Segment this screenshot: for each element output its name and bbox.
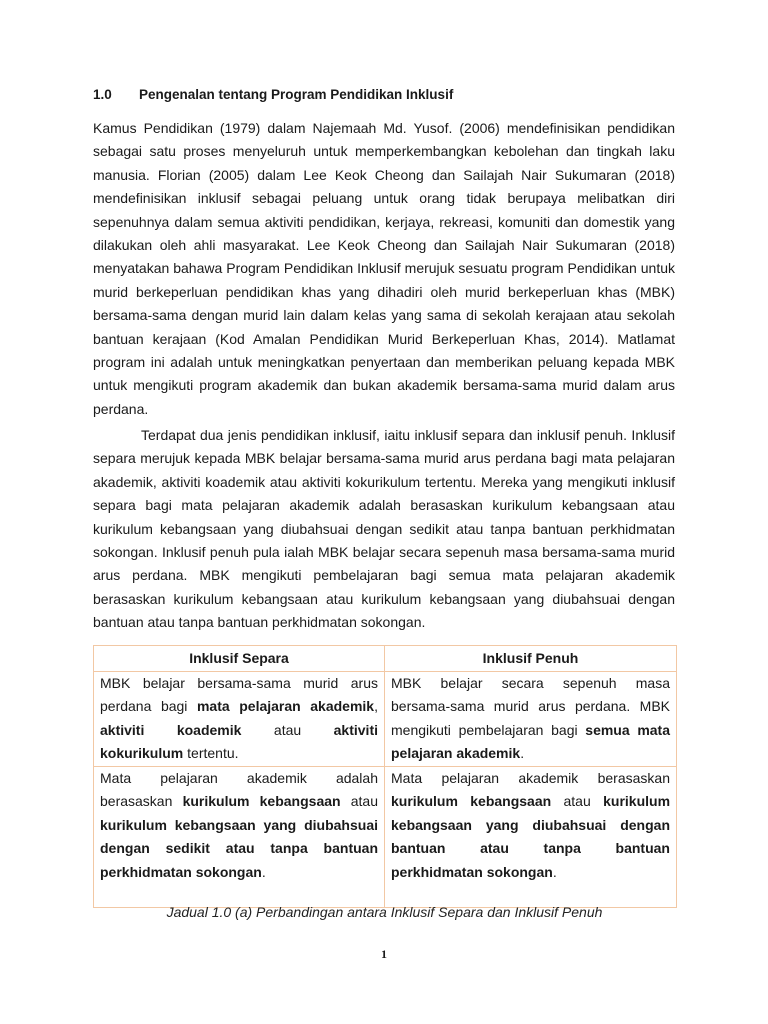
table-row bbox=[94, 672, 677, 767]
cell-separa-curriculum: Mata pelajaran akademik adalah berasaskan kurikulum kebangsaan atau kurikulum kebangsaan yang diubahsuai dengan sedikit atau tanpa bantuan perkhidmatan sokongan. bbox=[94, 767, 385, 908]
section-number: 1.0 bbox=[93, 87, 112, 102]
page-number: 1 bbox=[381, 947, 387, 961]
section-heading bbox=[93, 86, 693, 104]
paragraph-definition: Kamus Pendidikan (1979) dalam Najemaah Md. Yusof. (2006) mendefinisikan pendidikan sebagai satu proses menyeluruh untuk memperkembangkan kebolehan dan tingkah laku manusia. Florian (2005) dalam Lee Keok Cheong dan Sailajah Nair Sukumaran (2018) mendefinisikan inklusif sebagai peluang untuk orang tidak berupaya melibatkan diri sepenuhnya dalam semua aktiviti pendidikan, kerjaya, rekreasi, komuniti dan domestik yang dilakukan oleh ahli masyarakat. Lee Keok Cheong dan Sailajah Nair Sukumaran (2018) menyatakan bahawa Program Pendidikan Inklusif merujuk sesuatu program Pendidikan untuk murid berkeperluan pendidikan khas yang dihadiri oleh murid berkeperluan khas (MBK) bersama-sama dengan murid lain dalam kelas yang sama di sekolah kerajaan atau sekolah bantuan kerajaan (Kod Amalan Pendidikan Murid Berkeperluan Khas, 2014). Matlamat program ini adalah untuk meningkatkan penyertaan dan memberikan peluang kepada MBK untuk mengikuti program akademik dan bukan akademik bersama-sama murid dalam arus perdana. bbox=[93, 120, 675, 417]
cell-penuh-curriculum: Mata pelajaran akademik berasaskan kurikulum kebangsaan atau kurikulum kebangsaan yang diubahsuai dengan bantuan atau tanpa bantuan perkhidmatan sokongan. bbox=[385, 767, 677, 908]
comparison-table bbox=[93, 645, 677, 908]
cell-penuh-participation: MBK belajar secara sepenuh masa bersama-sama murid arus perdana. MBK mengikuti pembelajaran bagi semua mata pelajaran akademik. bbox=[385, 672, 677, 767]
table-header-row bbox=[94, 646, 677, 672]
header-inklusif-separa: Inklusif Separa bbox=[94, 646, 385, 672]
cell-separa-participation: MBK belajar bersama-sama murid arus perdana bagi mata pelajaran akademik, aktiviti koademik atau aktiviti kokurikulum tertentu. bbox=[94, 672, 385, 767]
paragraph-types: Terdapat dua jenis pendidikan inklusif, iaitu inklusif separa dan inklusif penuh. Inklusif separa merujuk kepada MBK belajar bersama-sama murid arus perdana bagi mata pelajaran akademik, aktiviti koademik atau aktiviti kokurikulum tertentu. Mereka yang mengikuti inklusif separa bagi mata pelajaran akademik adalah berasaskan kurikulum kebangsaan atau kurikulum kebangsaan yang diubahsuai dengan sedikit atau tanpa bantuan perkhidmatan sokongan. Inklusif penuh pula ialah MBK belajar secara sepenuh masa bersama-sama murid arus perdana. MBK mengikuti pembelajaran bagi semua mata pelajaran akademik berasaskan kurikulum kebangsaan atau kurikulum kebangsaan yang diubahsuai dengan bantuan atau tanpa bantuan perkhidmatan sokongan. bbox=[93, 427, 675, 631]
header-inklusif-penuh: Inklusif Penuh bbox=[385, 646, 677, 672]
table-caption: Jadual 1.0 (a) Perbandingan antara Inklusif Separa dan Inklusif Penuh bbox=[166, 904, 603, 920]
table-row bbox=[94, 767, 677, 908]
section-title: Pengenalan tentang Program Pendidikan Inklusif bbox=[139, 87, 454, 102]
